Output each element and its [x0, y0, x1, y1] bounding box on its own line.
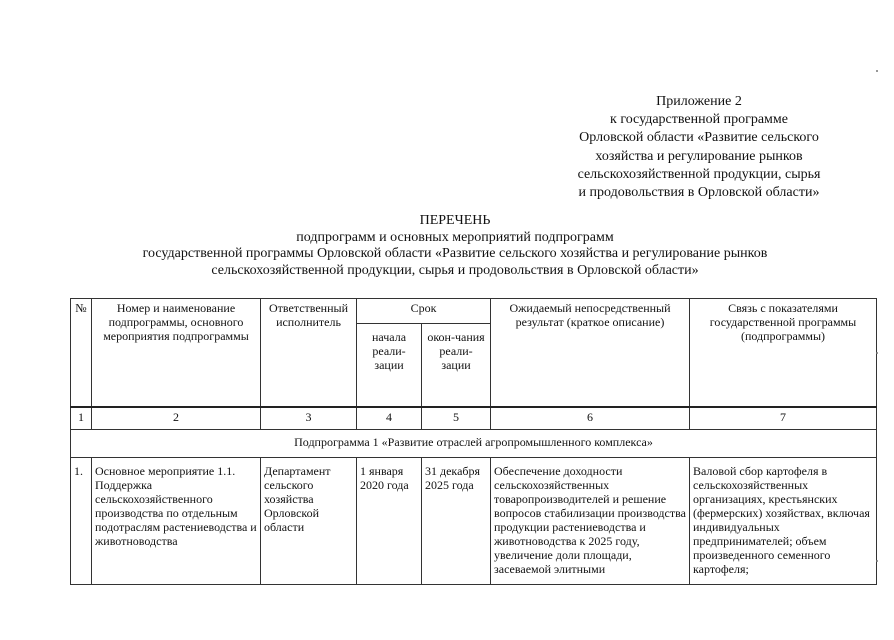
column-number: 3 [261, 407, 357, 430]
column-number: 1 [71, 407, 92, 430]
header-name: Номер и наименование подпрограммы, основного мероприятия подпрограммы [92, 299, 261, 408]
appendix-line: Орловской области «Развитие сельского [579, 130, 819, 146]
row-link: Валовой сбор картофеля в сельскохозяйственных организациях, крестьянских (фермерских) хозяйствах, включая индивидуальных предпринимателей; объем произведенного семенного картофеля; [690, 458, 877, 585]
subprogram-title: Подпрограмма 1 «Развитие отраслей агропромышленного комплекса» [71, 430, 877, 458]
appendix-block [540, 93, 858, 202]
scan-speck [876, 352, 878, 354]
column-numbers-row [71, 407, 877, 430]
header-executor: Ответственный исполнитель [261, 299, 357, 408]
header-row [71, 299, 877, 324]
title-line: сельскохозяйственной продукции, сырья и продовольствия в Орловской области» [211, 262, 699, 278]
header-start: начала реали-зации [357, 324, 422, 408]
row-result: Обеспечение доходности сельскохозяйственных товаропроизводителей и решение вопросов стабилизации производства продукции растениеводства и животноводства к 2025 году, увеличение доли площади, засеваемой элитными [491, 458, 690, 585]
column-number: 4 [357, 407, 422, 430]
appendix-line: хозяйства и регулирование рынков [595, 148, 803, 164]
title-heading: ПЕРЕЧЕНЬ [419, 213, 491, 228]
row-executor: Департамент сельского хозяйства Орловской области [261, 458, 357, 585]
title-line: подпрограмм и основных мероприятий подпрограмм [296, 229, 614, 245]
header-term: Срок [357, 299, 491, 324]
measures-table [70, 298, 877, 585]
row-num: 1. [71, 458, 92, 585]
appendix-line: к государственной программе [610, 112, 788, 128]
scan-speck [876, 70, 878, 72]
document-title [90, 213, 820, 279]
column-number: 2 [92, 407, 261, 430]
row-end: 31 декабря 2025 года [422, 458, 491, 585]
header-link: Связь с показателями государственной программы (подпрограммы) [690, 299, 877, 408]
header-end: окон-чания реали-зации [422, 324, 491, 408]
subprogram-row [71, 430, 877, 458]
row-name: Основное мероприятие 1.1. Поддержка сельскохозяйственного производства по отдельным подотраслям растениеводства и животноводства [92, 458, 261, 585]
column-number: 6 [491, 407, 690, 430]
table-row [71, 458, 877, 585]
row-start: 1 января 2020 года [357, 458, 422, 585]
column-number: 7 [690, 407, 877, 430]
column-number: 5 [422, 407, 491, 430]
header-num: № [71, 299, 92, 408]
appendix-line: сельскохозяйственной продукции, сырья [577, 166, 821, 182]
header-result: Ожидаемый непосредственный результат (краткое описание) [491, 299, 690, 408]
scan-speck [876, 560, 878, 562]
appendix-line: и продовольствия в Орловской области» [578, 185, 820, 201]
appendix-line: Приложение 2 [656, 94, 742, 109]
title-line: государственной программы Орловской области «Развитие сельского хозяйства и регулирование рынков [142, 246, 768, 261]
